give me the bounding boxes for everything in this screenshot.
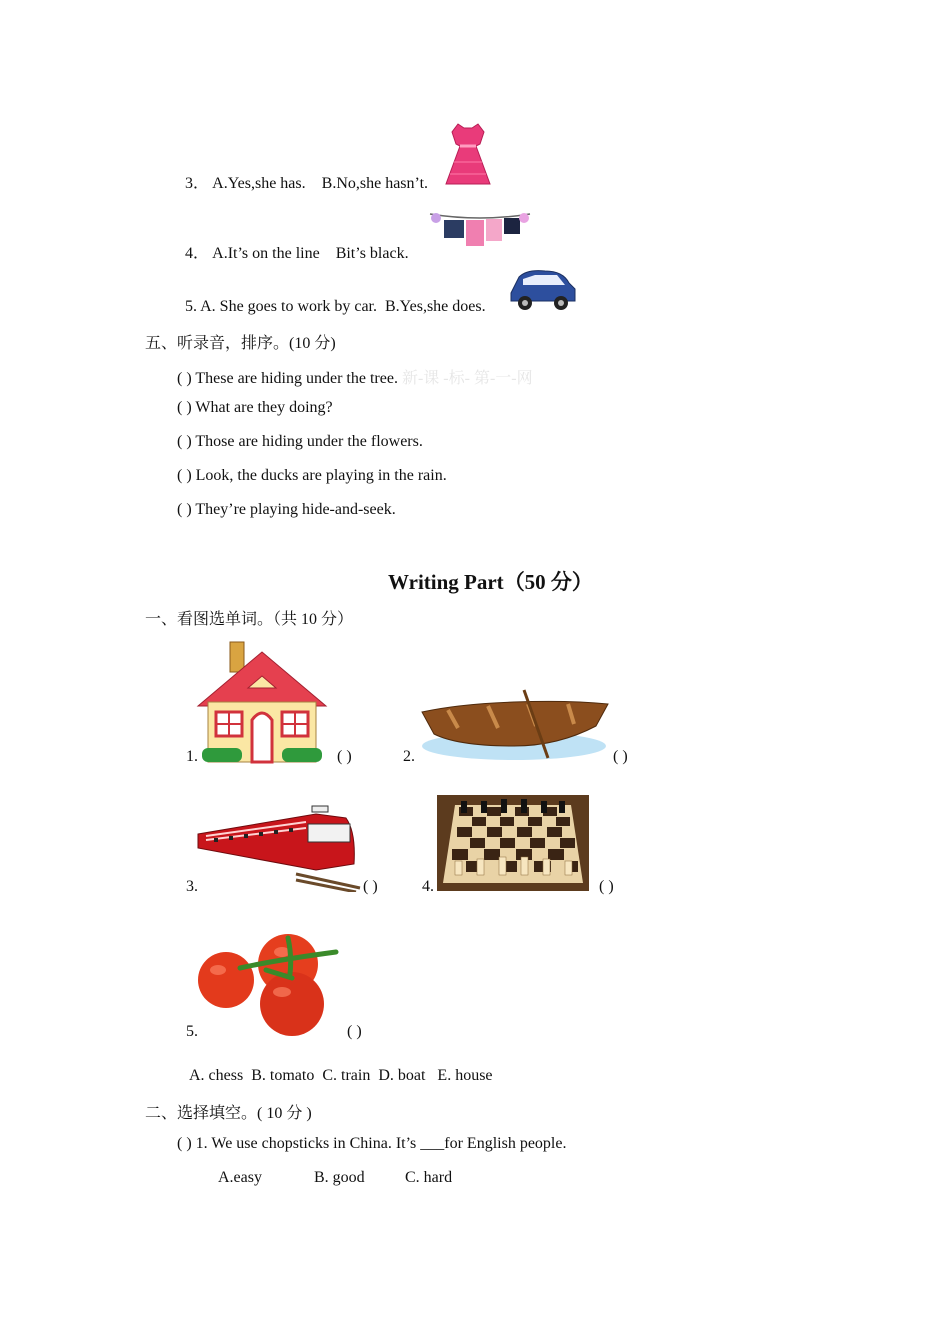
- q1-text: 1. We use chopsticks in China. It’s ___for English people.: [195, 1135, 567, 1152]
- section5-item-5: [177, 501, 396, 519]
- picture-5-answer[interactable]: ( ): [347, 1023, 362, 1040]
- picture-4-number: 4.: [422, 878, 434, 895]
- writing-score: （50 分）: [503, 570, 593, 594]
- picture-5-number: 5.: [186, 1023, 198, 1040]
- section5-item-3: [177, 433, 423, 451]
- q3-number: 3．: [185, 175, 210, 192]
- q4-line: [185, 240, 409, 263]
- dress-icon: [440, 122, 496, 186]
- section5-item-4: [177, 467, 447, 485]
- chess-icon: [437, 795, 589, 891]
- q4-number: 4．: [185, 245, 210, 262]
- boat-icon: [418, 684, 610, 764]
- picture-3-number: 3.: [186, 878, 198, 895]
- house-icon: [196, 636, 328, 764]
- q5-option-b: B.Yes,she does.: [384, 298, 486, 315]
- section5-item-2: [177, 399, 333, 417]
- answer-blank[interactable]: ( ): [177, 399, 192, 416]
- picture-1-number: 1.: [186, 748, 198, 765]
- q3-option-b: B.No,she hasn’t.: [321, 175, 429, 192]
- q5-option-a: A. She goes to work by car.: [200, 298, 377, 315]
- item-text: Those are hiding under the flowers.: [195, 433, 423, 450]
- word-options: A. chess B. tomato C. train D. boat E. house: [189, 1067, 493, 1084]
- tomato-icon: [196, 930, 340, 1038]
- answer-blank[interactable]: ( ): [177, 467, 192, 484]
- q3-option-a: A.Yes,she has.: [212, 175, 306, 192]
- q5-number: 5.: [185, 298, 197, 315]
- picture-4-answer[interactable]: ( ): [599, 878, 614, 895]
- q1-option-a: A.easy: [218, 1169, 262, 1186]
- answer-blank[interactable]: ( ): [177, 370, 192, 387]
- section5-heading: 五、听录音，排序。(10 分): [145, 335, 336, 352]
- picture-2-answer[interactable]: ( ): [613, 748, 628, 765]
- item-text: They’re playing hide-and-seek.: [195, 501, 396, 518]
- writing-title-text: Writing Part: [388, 570, 504, 594]
- q1-option-c: C. hard: [405, 1169, 453, 1186]
- answer-blank[interactable]: ( ): [177, 501, 192, 518]
- clothesline-icon: [428, 208, 532, 258]
- picture-3-answer[interactable]: ( ): [363, 878, 378, 895]
- q1-option-b: B. good: [314, 1169, 365, 1186]
- watermark: 新-课 -标- 第-一-网: [401, 370, 533, 387]
- item-text: These are hiding under the tree.: [195, 370, 398, 387]
- car-icon: [505, 263, 580, 313]
- section2-heading: 二、选择填空。( 10 分 ): [145, 1105, 312, 1122]
- section1-heading: 一、看图选单词。（共 10 分）: [145, 611, 354, 628]
- picture-1-answer[interactable]: ( ): [337, 748, 352, 765]
- section2-q1: [177, 1135, 566, 1153]
- picture-2-number: 2.: [403, 748, 415, 765]
- q4-option-a: A.It’s on the line: [212, 245, 320, 262]
- item-text: Look, the ducks are playing in the rain.: [195, 467, 447, 484]
- q3-line: [185, 170, 428, 193]
- q4-option-b: Bit’s black.: [335, 245, 409, 262]
- answer-blank[interactable]: ( ): [177, 433, 192, 450]
- answer-blank[interactable]: ( ): [177, 1135, 192, 1152]
- writing-title: [388, 566, 593, 596]
- train-icon: [196, 804, 362, 892]
- item-text: What are they doing?: [195, 399, 333, 416]
- section5-item-1: [177, 365, 533, 388]
- q5-line: [185, 298, 486, 316]
